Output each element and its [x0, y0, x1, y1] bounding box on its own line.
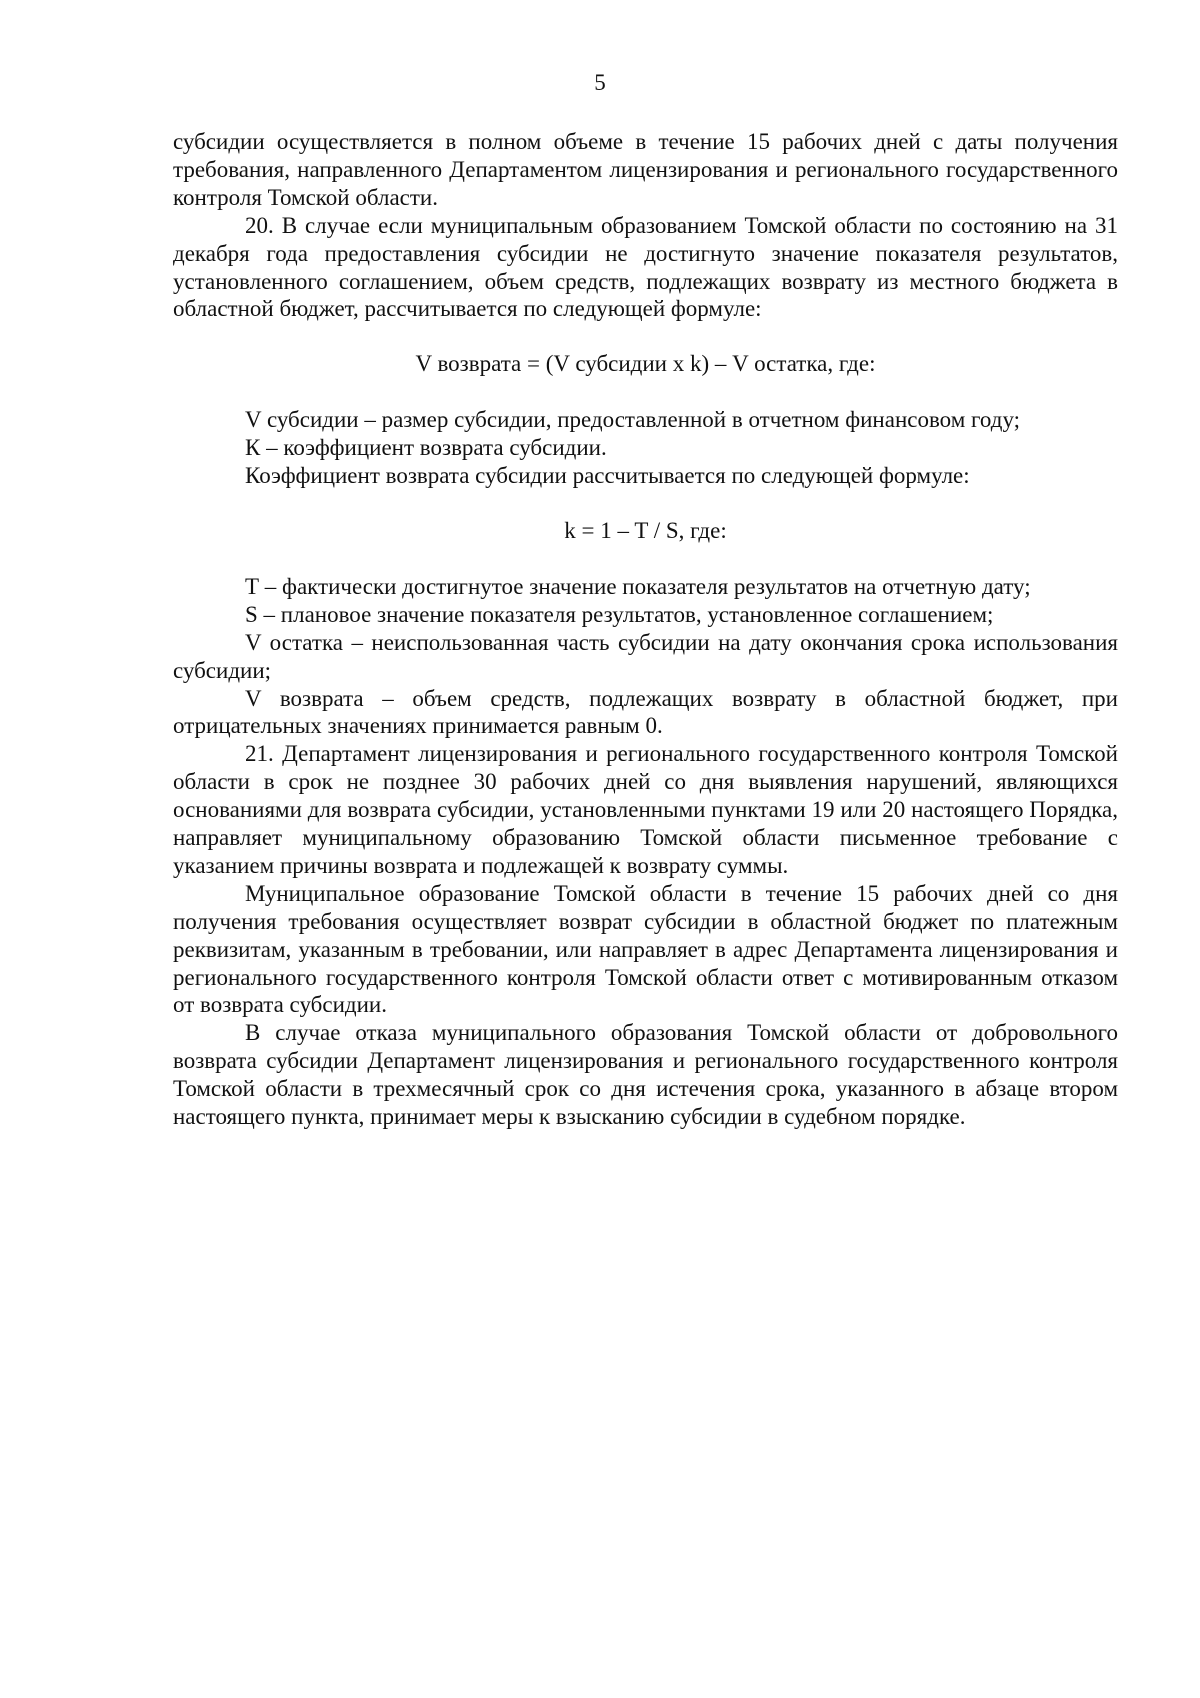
paragraph-refusal-procedure: В случае отказа муниципального образования Томской области от добровольного возврата субсидии Департамент лицензирования и регионального государственного контроля Томской области в трехмесячный срок со дня истечения срока, указанного в абзаце втором настоящего пункта, принимает меры к взысканию субсидии в судебном порядке. — [173, 1020, 1118, 1130]
definition-v-remainder: V остатка – неиспользованная часть субсидии на дату окончания срока использования субсидии; — [173, 629, 1118, 683]
definition-s: S – плановое значение показателя результатов, установленное соглашением; — [245, 601, 994, 627]
formula-return-volume: V возврата = (V субсидии x k) – V остатка, где: — [415, 351, 876, 377]
paragraph-item-20: 20. В случае если муниципальным образованием Томской области по состоянию на 31 декабря года предоставления субсидии не достигнуто значение показателя результатов, установленного соглашением, объем средств, подлежащих возврату из местного бюджета в областной бюджет, рассчитывается по следующей формуле: — [173, 212, 1118, 322]
document-body — [173, 128, 1118, 1131]
definition-t: Т – фактически достигнутое значение показателя результатов на отчетную дату; — [245, 573, 1031, 599]
paragraph-coefficient-intro: Коэффициент возврата субсидии рассчитывается по следующей формуле: — [245, 463, 970, 489]
definition-v-return: V возврата – объем средств, подлежащих возврату в областной бюджет, при отрицательных значениях принимается равным 0. — [173, 685, 1118, 739]
paragraph-item-21: 21. Департамент лицензирования и регионального государственного контроля Томской области в срок не позднее 30 рабочих дней со дня выявления нарушений, являющихся основаниями для возврата субсидии, установленными пунктами 19 или 20 настоящего Порядка, направляет муниципальному образованию Томской области письменное требование с указанием причины возврата и подлежащей к возврату суммы. — [173, 741, 1118, 878]
paragraph-continuation: субсидии осуществляется в полном объеме в течение 15 рабочих дней с даты получения требования, направленного Департаментом лицензирования и регионального государственного контроля Томской области. — [173, 129, 1118, 210]
definition-v-subsidy: V субсидии – размер субсидии, предоставленной в отчетном финансовом году; — [245, 407, 1021, 433]
paragraph-return-procedure: Муниципальное образование Томской области в течение 15 рабочих дней со дня получения требования осуществляет возврат субсидии в областной бюджет по платежным реквизитам, указанным в требовании, или направляет в адрес Департамента лицензирования и регионального государственного контроля Томской области ответ с мотивированным отказом от возврата субсидии. — [173, 880, 1118, 1018]
page-number: 5 — [594, 70, 606, 95]
definition-k: К – коэффициент возврата субсидии. — [245, 435, 607, 461]
formula-coefficient: k = 1 – T / S, где: — [564, 517, 727, 543]
